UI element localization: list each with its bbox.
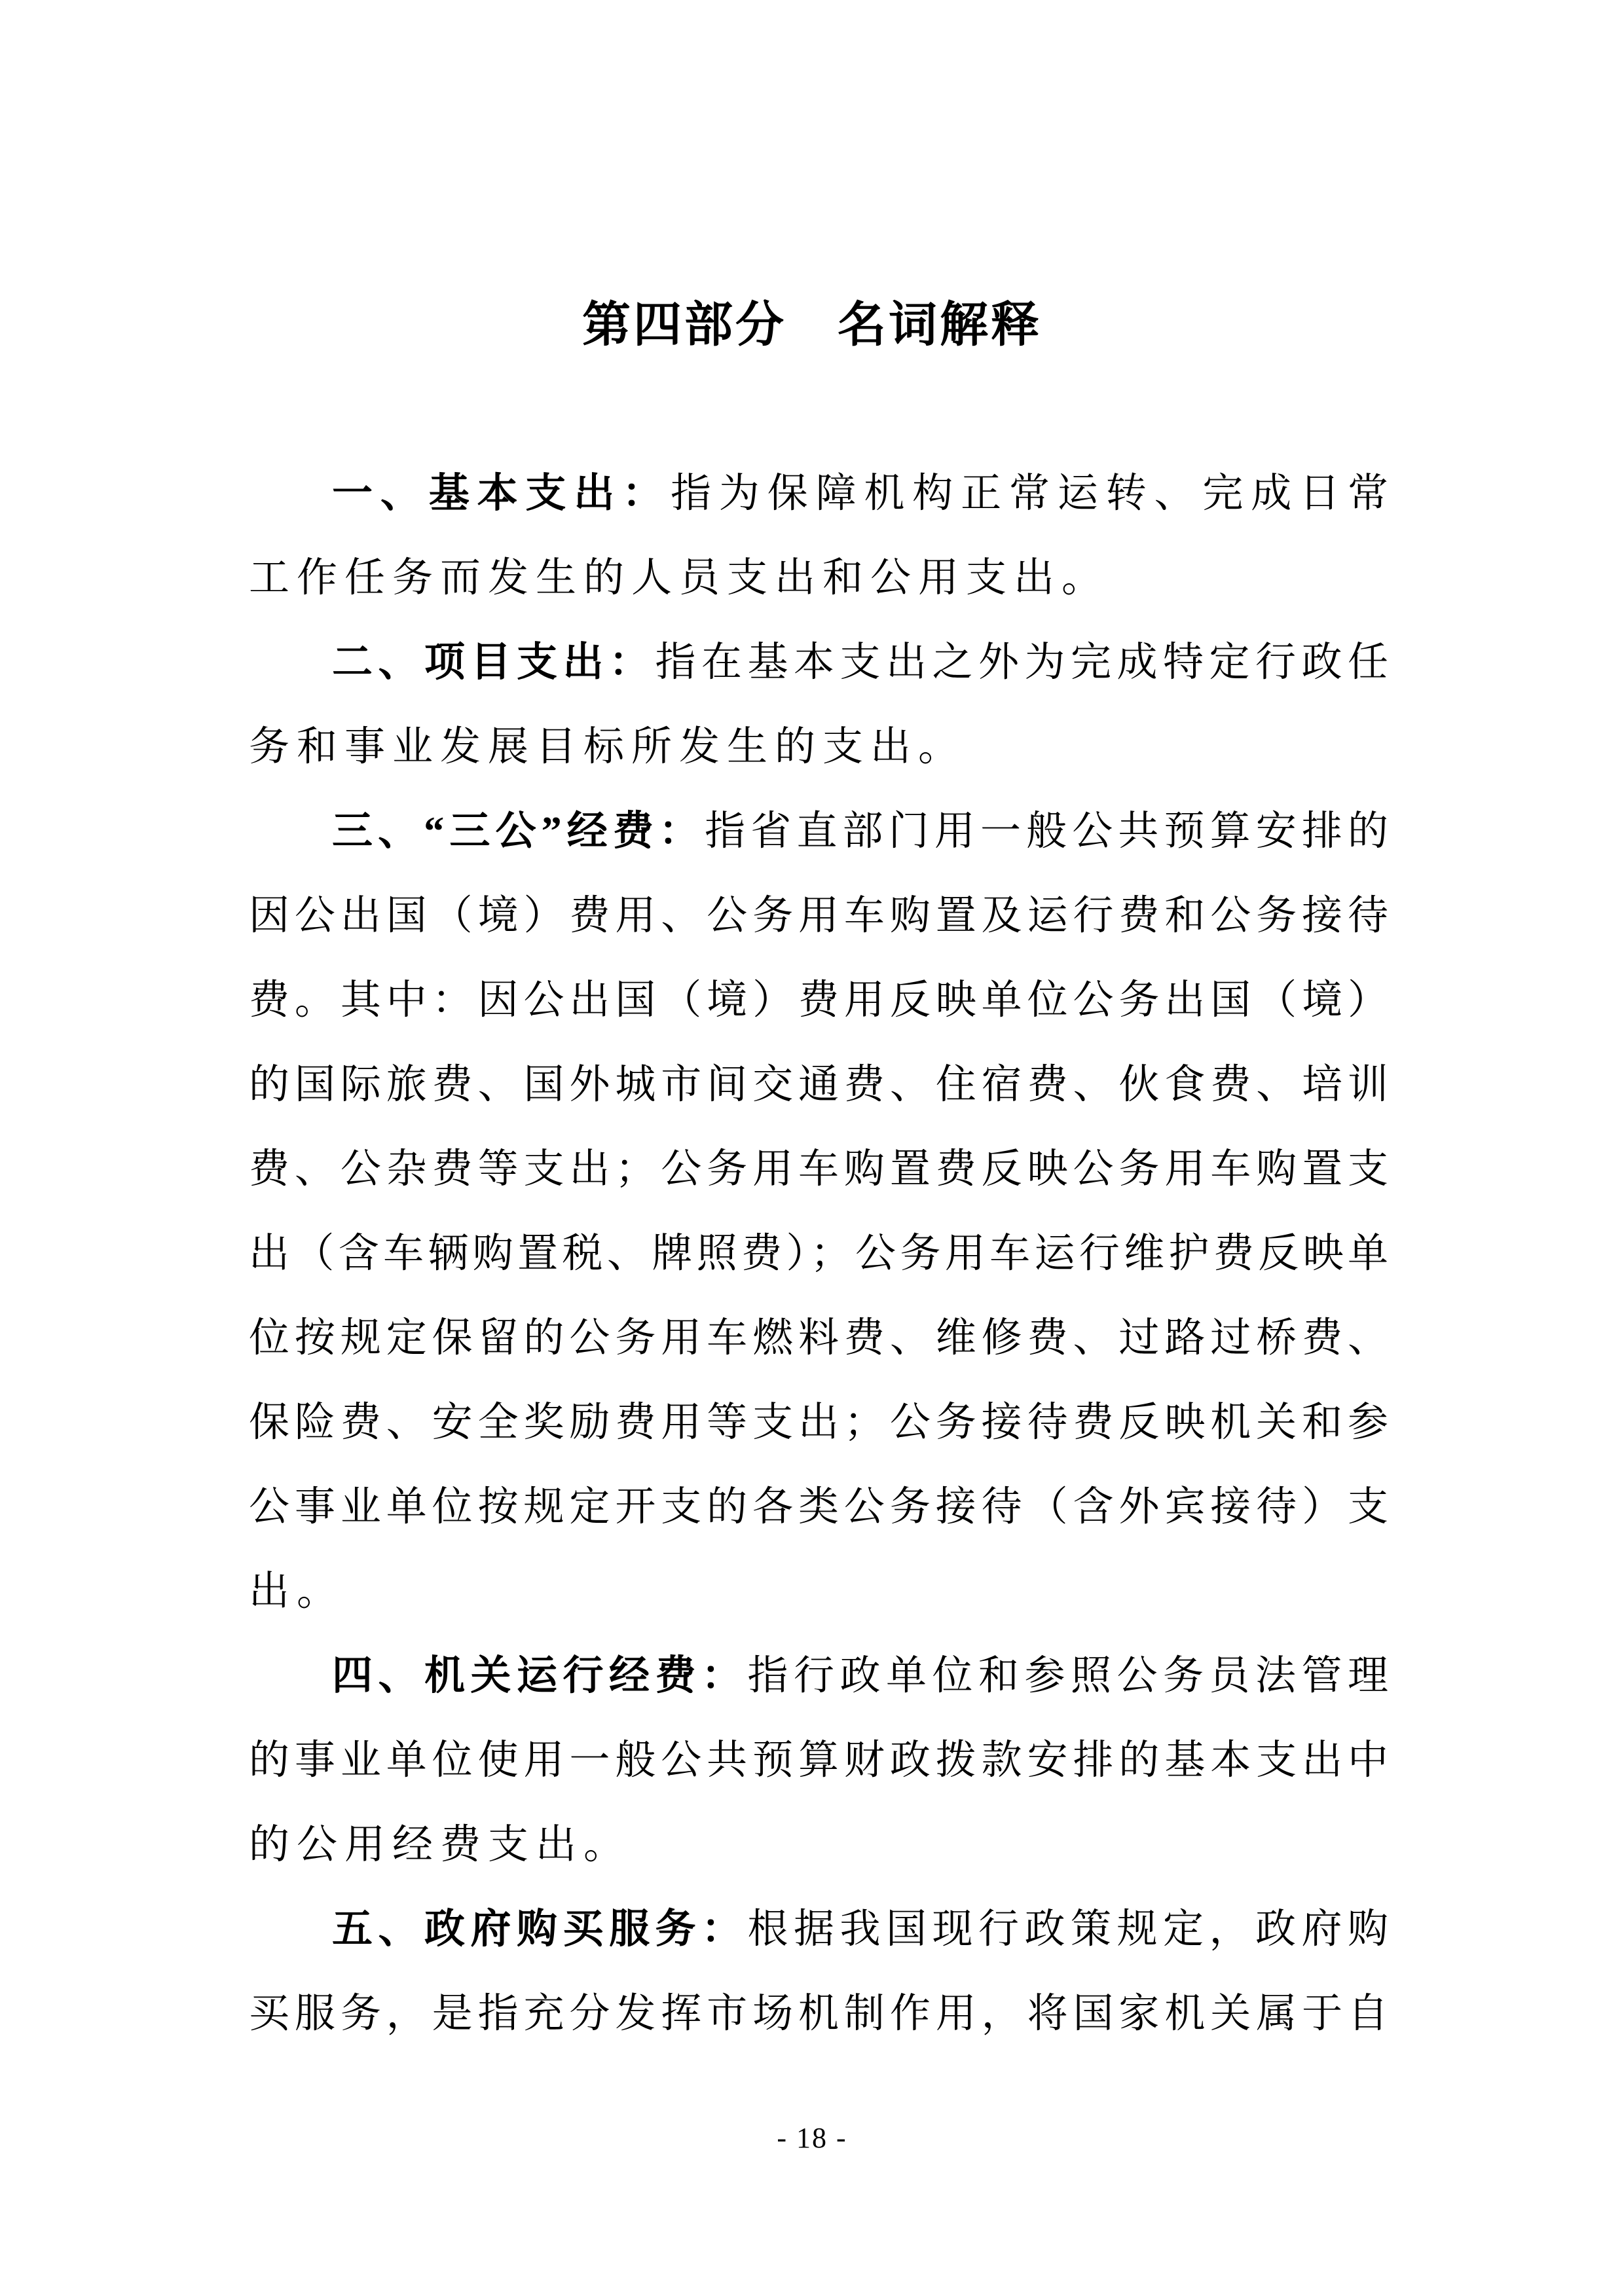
text-line	[249, 536, 1388, 621]
definition-text: 指省直部门用一般公共预算安排的	[705, 809, 1388, 854]
text-line	[249, 1719, 1388, 1803]
definition-text: 出。	[249, 1569, 345, 1614]
paragraph	[249, 452, 1388, 621]
term-label: 二、项目支出：	[332, 640, 655, 685]
text-line	[249, 1887, 1388, 1972]
text-line	[249, 621, 1388, 705]
text-line	[249, 1972, 1388, 2056]
text-line	[249, 1127, 1388, 1212]
definition-text: 工作任务而发生的人员支出和公用支出。	[249, 556, 1110, 601]
term-label: 五、政府购买服务：	[332, 1907, 748, 1952]
text-line	[249, 958, 1388, 1043]
definition-text: 指行政单位和参照公务员法管理	[747, 1654, 1388, 1699]
definition-text: 的事业单位使用一般公共预算财政拨款安排的基本支出中	[249, 1738, 1388, 1783]
paragraph	[249, 621, 1388, 790]
text-line	[249, 452, 1388, 536]
term-label: 一、基本支出：	[332, 471, 671, 517]
page-title: 第四部分 名词解释	[582, 299, 1042, 352]
definition-text: 公事业单位按规定开支的各类公务接待（含外宾接待）支	[249, 1485, 1388, 1530]
paragraph	[249, 790, 1388, 1634]
definition-text: 位按规定保留的公务用车燃料费、维修费、过路过桥费、	[249, 1316, 1388, 1361]
term-label: 四、机关运行经费：	[332, 1654, 748, 1699]
definition-text: 出（含车辆购置税、牌照费）；公务用车运行维护费反映单	[249, 1231, 1388, 1277]
text-line	[249, 790, 1388, 874]
definition-text: 指在基本支出之外为完成特定行政任	[655, 640, 1388, 685]
document-body	[249, 452, 1388, 2056]
definition-text: 务和事业发展目标所发生的支出。	[249, 725, 967, 770]
definition-text: 指为保障机构正常运转、完成日常	[671, 471, 1388, 517]
term-label: 三、“三公”经费：	[332, 809, 705, 854]
paragraph	[249, 1887, 1388, 2056]
text-line	[249, 705, 1388, 790]
definition-text: 费、公杂费等支出；公务用车购置费反映公务用车购置支	[249, 1147, 1388, 1192]
definition-text: 因公出国（境）费用、公务用车购置及运行费和公务接待	[249, 894, 1388, 939]
paragraph	[249, 1634, 1388, 1887]
text-line	[249, 1550, 1388, 1634]
definition-text: 根据我国现行政策规定，政府购	[747, 1907, 1388, 1952]
text-line	[249, 1381, 1388, 1465]
text-line	[249, 1296, 1388, 1381]
page-number: - 18 -	[777, 2122, 847, 2154]
definition-text: 的公用经费支出。	[249, 1823, 632, 1868]
text-line	[249, 1212, 1388, 1296]
definition-text: 买服务，是指充分发挥市场机制作用，将国家机关属于自	[249, 1992, 1388, 2037]
text-line	[249, 1803, 1388, 1887]
text-line	[249, 1634, 1388, 1719]
definition-text: 保险费、安全奖励费用等支出；公务接待费反映机关和参	[249, 1400, 1388, 1446]
definition-text: 费。其中：因公出国（境）费用反映单位公务出国（境）	[249, 978, 1388, 1023]
definition-text: 的国际旅费、国外城市间交通费、住宿费、伙食费、培训	[249, 1063, 1388, 1108]
text-line	[249, 1465, 1388, 1550]
text-line	[249, 1043, 1388, 1127]
text-line	[249, 874, 1388, 958]
